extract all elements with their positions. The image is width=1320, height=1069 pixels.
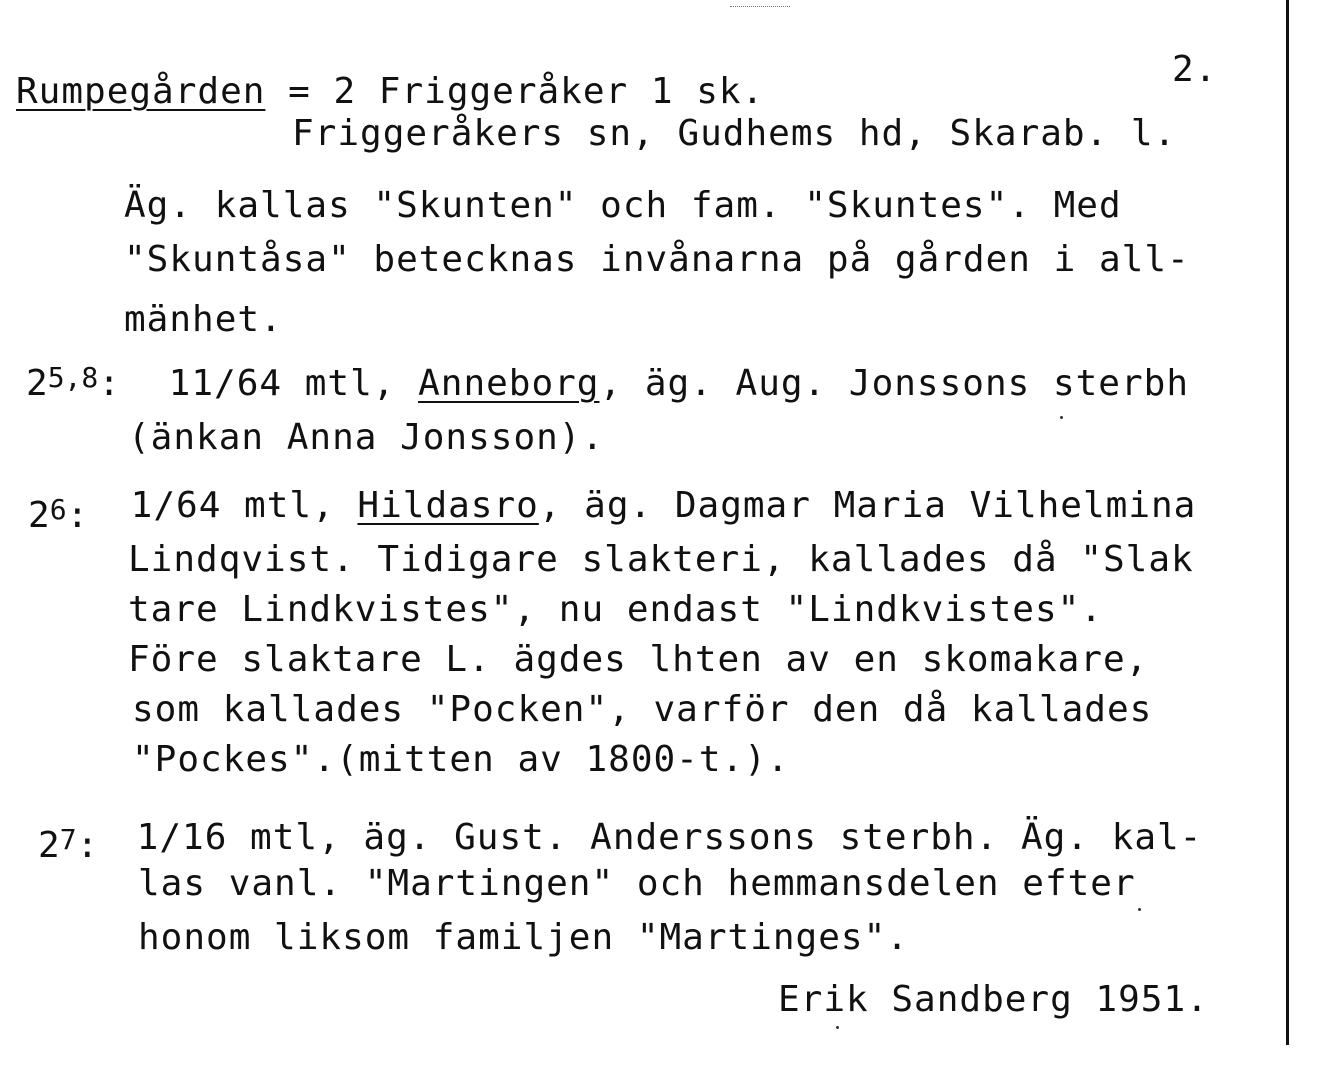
entry-line	[108, 486, 1196, 526]
entry-line: "Pockes".(mitten av 1800-t.).	[132, 739, 790, 780]
entry-separator: :	[98, 363, 120, 404]
entry-line: Lindqvist. Tidigare slakteri, kallades då "Slak	[128, 539, 1194, 580]
entry-marker	[38, 823, 99, 866]
entry-line: honom liksom familjen "Martinges".	[138, 917, 909, 958]
entry-line: tare Lindkvistes", nu endast "Lindkvistes".	[128, 589, 1103, 630]
entry-line: (änkan Anna Jonsson).	[128, 417, 605, 458]
intro-line: "Skuntåsa" betecknas invånarna på gården i all-	[124, 239, 1190, 280]
farm-name-anneborg: Anneborg	[418, 363, 600, 404]
intro-line: Äg. kallas "Skunten" och fam. "Skuntes". Med	[124, 185, 1122, 226]
entry-line: som kallades "Pocken", varför den då kallades	[132, 689, 1153, 730]
entry-number: 2	[28, 495, 50, 536]
entry-text: , äg. Aug. Jonssons sterbh	[599, 363, 1190, 404]
entry-separator: :	[76, 825, 99, 866]
entry-line	[146, 364, 1189, 404]
entry-text: , äg. Dagmar Maria Vilhelmina	[538, 485, 1197, 526]
ink-speck	[1138, 908, 1141, 911]
place-name: Rumpegården	[16, 71, 266, 112]
entry-line: las vanl. "Martingen" och hemmansdelen efter	[138, 863, 1136, 904]
ink-speck	[1060, 416, 1063, 419]
entry-marker	[26, 361, 120, 404]
entry-line	[114, 818, 1202, 858]
entry-marker	[28, 493, 89, 536]
intro-line: mänhet.	[124, 299, 283, 340]
entry-superscript: 5,8	[47, 361, 99, 394]
entry-line: Före slaktare L. ägdes lhten av en skomakare,	[128, 639, 1149, 680]
place-equivalence: = 2 Friggeråker 1 sk.	[265, 71, 765, 112]
entry-number: 2	[38, 825, 60, 866]
entry-text: 1/64 mtl,	[108, 485, 358, 526]
farm-name-hildasro: Hildasro	[357, 485, 539, 526]
page-number: 2.	[1172, 49, 1218, 90]
entry-text: 1/16 mtl, äg. Gust. Anderssons sterbh. Äg. kal-	[114, 817, 1203, 858]
ink-speck	[836, 1026, 839, 1029]
signature: Erik Sandberg 1951.	[778, 979, 1209, 1020]
entry-separator: :	[66, 495, 89, 536]
parish-line: Friggeråkers sn, Gudhems hd, Skarab. l.	[292, 113, 1177, 154]
entry-number: 2	[26, 363, 48, 404]
entry-text: 11/64 mtl,	[146, 363, 419, 404]
entry-superscript: 6	[49, 493, 67, 526]
card-top-edge	[730, 6, 790, 8]
entry-superscript: 7	[59, 823, 77, 856]
card-right-edge	[1286, 0, 1289, 1045]
header-line	[16, 72, 764, 112]
